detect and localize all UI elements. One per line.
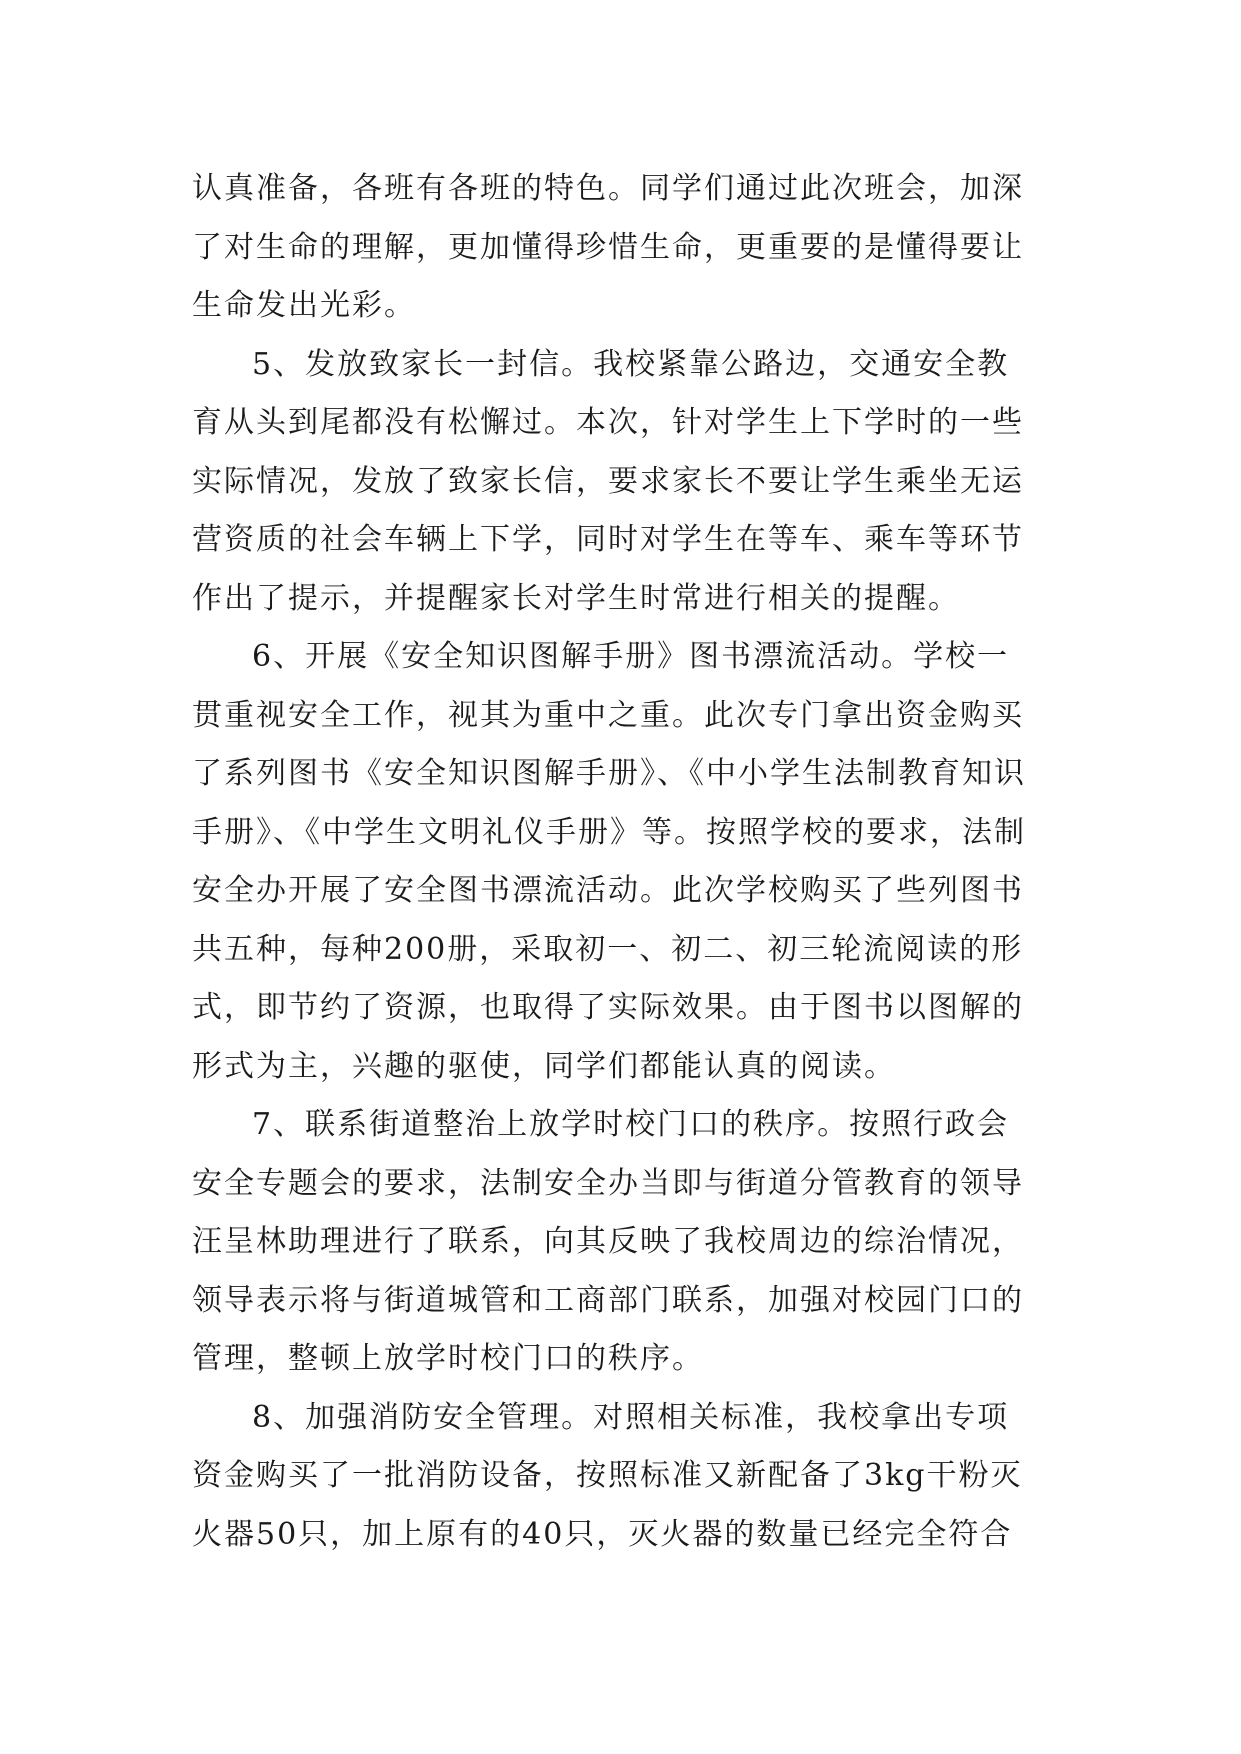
text-line: 认真准备，各班有各班的特色。同学们通过此次班会，加深 (192, 171, 1024, 206)
text-line: 安全专题会的要求，法制安全办当即与街道分管教育的领导 (192, 1165, 1024, 1201)
text-line: 营资质的社会车辆上下学，同时对学生在等车、乘车等环节 (192, 522, 1024, 557)
text-line: 火器50只，加上原有的40只，灭火器的数量已经完全符合 (192, 1516, 1013, 1552)
text-line: 形式为主，兴趣的驱使，同学们都能认真的阅读。 (192, 1048, 896, 1084)
text-line: 实际情况，发放了致家长信，要求家长不要让学生乘坐无运 (192, 463, 1024, 499)
text-line: 作出了提示，并提醒家长对学生时常进行相关的提醒。 (192, 580, 960, 616)
text-line: 了对生命的理解，更加懂得珍惜生命，更重要的是懂得要让 (192, 229, 1024, 265)
text-line: 贯重视安全工作，视其为重中之重。此次专门拿出资金购买 (192, 697, 1024, 733)
text-line: 手册》、《中学生文明礼仪手册》等。按照学校的要求，法制 (192, 814, 1026, 850)
text-line: 汪呈林助理进行了联系，向其反映了我校周边的综治情况， (192, 1224, 1024, 1259)
paragraph-start-line: 8、加强消防安全管理。对照相关标准，我校拿出专项 (252, 1399, 1010, 1435)
text-line: 育从头到尾都没有松懈过。本次，针对学生上下学时的一些 (192, 405, 1024, 440)
paragraph-start-line: 5、发放致家长一封信。我校紧靠公路边，交通安全教 (252, 346, 1010, 382)
paragraph-start-line: 7、联系街道整治上放学时校门口的秩序。按照行政会 (252, 1107, 1010, 1142)
text-line: 资金购买了一批消防设备，按照标准又新配备了3kg干粉灭 (192, 1458, 1023, 1493)
document-body (192, 160, 1052, 1564)
text-line: 共五种，每种200册，采取初一、初二、初三轮流阅读的形 (192, 931, 1024, 967)
text-line: 了系列图书《安全知识图解手册》、《中小学生法制教育知识 (192, 756, 1026, 791)
text-line: 生命发出光彩。 (192, 288, 416, 323)
paragraph-start-line: 6、开展《安全知识图解手册》图书漂流活动。学校一 (252, 639, 1010, 674)
text-line: 领导表示将与街道城管和工商部门联系，加强对校园门口的 (192, 1282, 1024, 1318)
text-line: 管理，整顿上放学时校门口的秩序。 (192, 1341, 704, 1376)
text-line: 安全办开展了安全图书漂流活动。此次学校购买了些列图书 (192, 873, 1024, 908)
text-line: 式，即节约了资源，也取得了实际效果。由于图书以图解的 (192, 990, 1024, 1025)
